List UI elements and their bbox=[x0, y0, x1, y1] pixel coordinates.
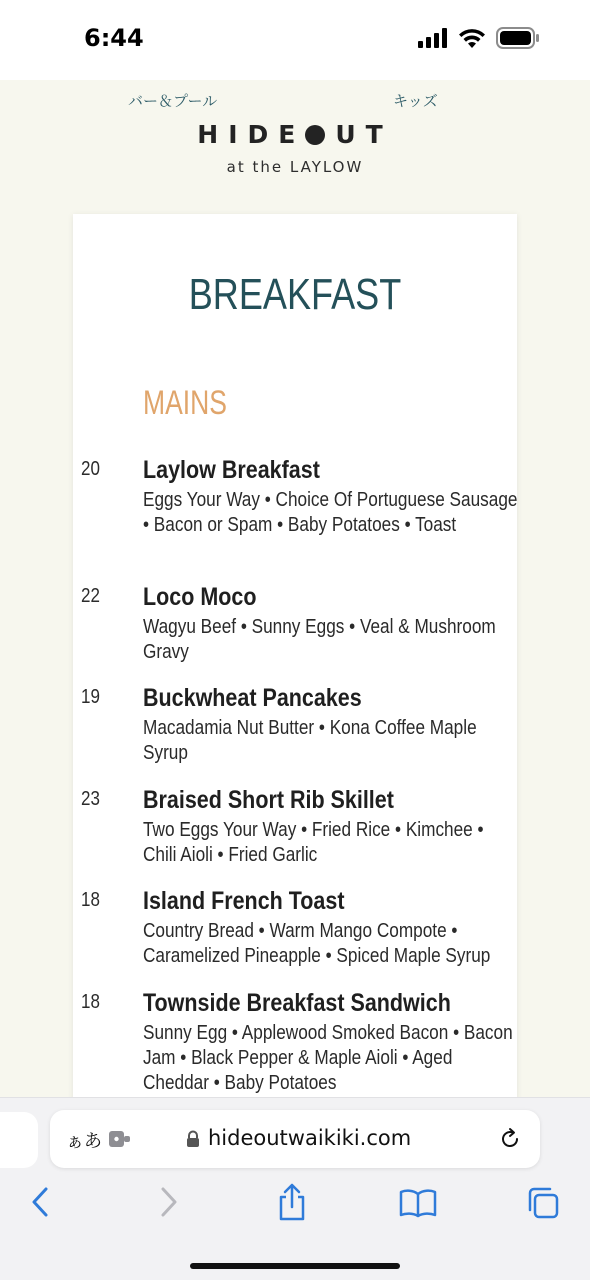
status-icons bbox=[418, 27, 540, 49]
extension-icon[interactable] bbox=[108, 1129, 132, 1149]
site-logo[interactable] bbox=[0, 120, 590, 149]
reload-icon[interactable] bbox=[498, 1127, 522, 1151]
item-price: 18 bbox=[81, 889, 100, 911]
item-description: Eggs Your Way • Choice Of Portuguese Sausage • Bacon or Spam • Baby Potatoes • Toast bbox=[143, 489, 518, 536]
nav-link-kids[interactable]: キッズ bbox=[393, 92, 438, 110]
tabs-icon[interactable] bbox=[526, 1186, 560, 1220]
nav-link-bar-pool[interactable]: バー＆プール bbox=[128, 92, 218, 110]
logo-text-right: UT bbox=[335, 120, 393, 149]
item-name: Townside Breakfast Sandwich bbox=[143, 989, 451, 1017]
signal-icon bbox=[418, 28, 448, 48]
bookmarks-icon[interactable] bbox=[399, 1188, 437, 1218]
item-price: 18 bbox=[81, 991, 100, 1013]
share-icon[interactable] bbox=[276, 1182, 308, 1222]
battery-icon bbox=[496, 27, 540, 49]
logo-dot bbox=[305, 125, 325, 145]
previous-tab-preview[interactable] bbox=[0, 1112, 38, 1168]
text-size-button[interactable]: ぁあ bbox=[66, 1131, 102, 1152]
lock-icon bbox=[186, 1130, 200, 1148]
item-price: 19 bbox=[81, 686, 100, 708]
logo-subtitle: at the LAYLOW bbox=[226, 158, 364, 176]
item-price: 22 bbox=[81, 585, 100, 607]
item-price: 23 bbox=[81, 788, 100, 810]
section-title: MAINS bbox=[143, 384, 227, 422]
forward-icon[interactable] bbox=[157, 1186, 179, 1218]
back-icon[interactable] bbox=[30, 1186, 52, 1218]
wifi-icon bbox=[458, 28, 486, 48]
item-description: Macadamia Nut Butter • Kona Coffee Maple Syrup bbox=[143, 717, 477, 764]
item-description: Sunny Egg • Applewood Smoked Bacon • Bacon Jam • Black Pepper & Maple Aioli • Aged Cheddar • Baby Potatoes bbox=[143, 1022, 513, 1094]
logo-text-left: HIDE bbox=[197, 120, 306, 149]
item-name: Laylow Breakfast bbox=[143, 456, 320, 484]
item-name: Island French Toast bbox=[143, 887, 345, 915]
item-description: Country Bread • Warm Mango Compote • Caramelized Pineapple • Spiced Maple Syrup bbox=[143, 920, 491, 967]
item-description: Two Eggs Your Way • Fried Rice • Kimchee • Chili Aioli • Fried Garlic bbox=[143, 819, 484, 866]
browser-bottom-bar bbox=[0, 1097, 590, 1280]
home-indicator bbox=[190, 1263, 400, 1269]
item-name: Buckwheat Pancakes bbox=[143, 684, 362, 712]
item-name: Loco Moco bbox=[143, 583, 257, 611]
item-price: 20 bbox=[81, 458, 100, 480]
url-text[interactable]: hideoutwaikiki.com bbox=[208, 1126, 412, 1150]
item-description: Wagyu Beef • Sunny Eggs • Veal & Mushroom Gravy bbox=[143, 616, 496, 663]
item-name: Braised Short Rib Skillet bbox=[143, 786, 394, 814]
status-time: 6:44 bbox=[84, 24, 144, 52]
menu-title: BREAKFAST bbox=[188, 270, 402, 319]
address-bar[interactable] bbox=[50, 1110, 540, 1168]
status-bar bbox=[0, 0, 590, 80]
